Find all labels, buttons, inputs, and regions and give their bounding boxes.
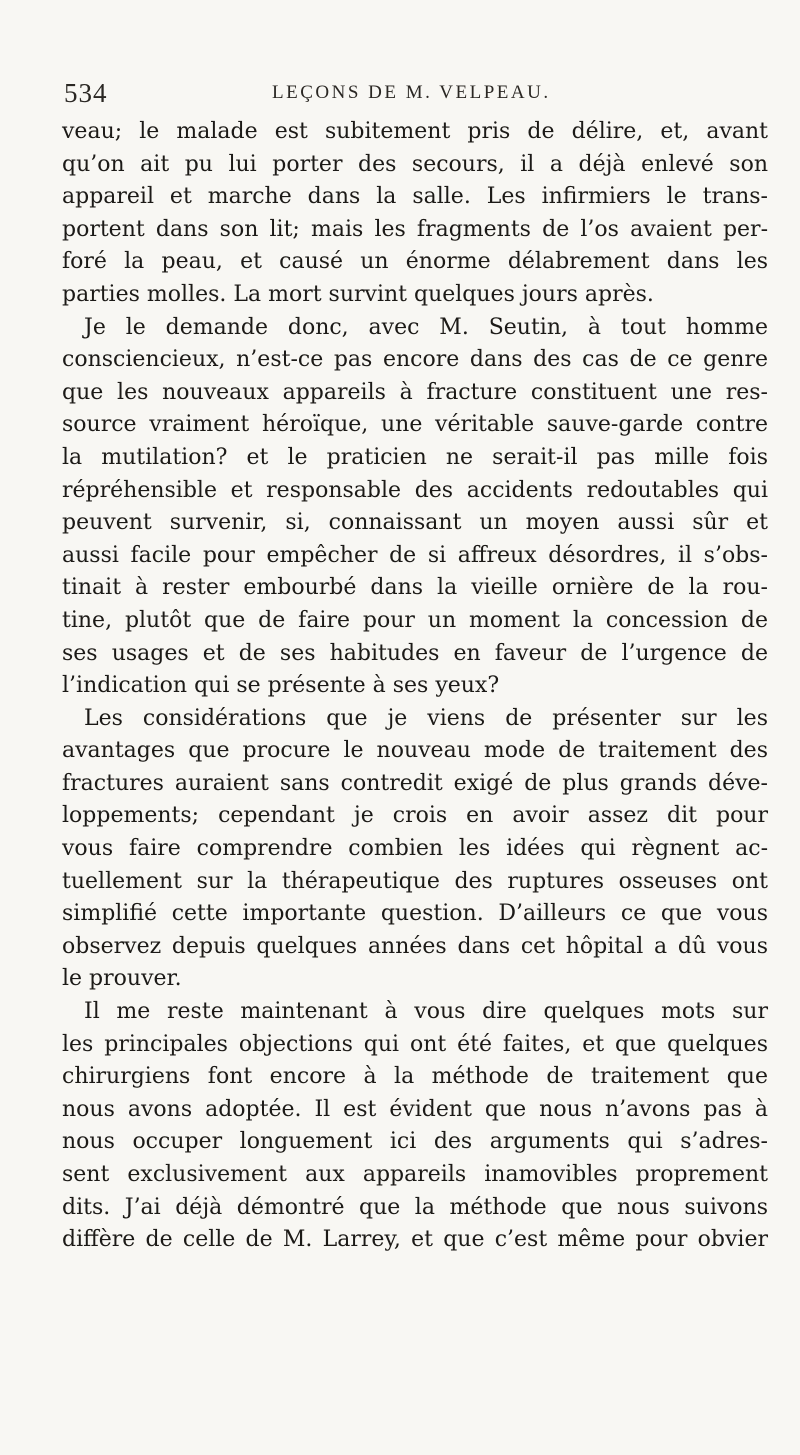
text-line: consciencieux, n’est-ce pas encore dans des cas de ce genre [62, 347, 768, 373]
text-line: Les considérations que je viens de présenter sur les [84, 705, 768, 731]
text-line: Je le demande donc, avec M. Seutin, à tout homme [84, 314, 768, 340]
text-line: que les nouveaux appareils à fracture constituent une res- [62, 379, 768, 405]
text-line: qu’on ait pu lui porter des secours, il a déjà enlevé son [62, 151, 768, 177]
text-line: nous occuper longuement ici des arguments qui s’adres- [62, 1129, 768, 1155]
text-line: le prouver. [62, 966, 182, 992]
text-line: Il me reste maintenant à vous dire quelques mots sur [84, 999, 768, 1025]
page-number: 534 [64, 78, 108, 108]
text-line: observez depuis quelques années dans cet hôpital a dû vous [62, 933, 768, 959]
text-line: source vraiment héroïque, une véritable sauve-garde contre [62, 412, 768, 438]
text-line: aussi facile pour empêcher de si affreux désordres, il s’obs- [62, 542, 768, 568]
text-line: tine, plutôt que de faire pour un moment la concession de [62, 607, 768, 633]
text-line: dits. J’ai déjà démontré que la méthode que nous suivons [62, 1194, 768, 1220]
text-line: loppements; cependant je crois en avoir assez dit pour [62, 803, 768, 829]
text-line: sent exclusivement aux appareils inamovibles proprement [62, 1162, 768, 1187]
text-line: tuellement sur la thérapeutique des ruptures osseuses ont [62, 868, 768, 894]
text-line: nous avons adoptée. Il est évident que nous n’avons pas à [62, 1096, 768, 1122]
body-text [62, 116, 768, 1257]
text-line: tinait à rester embourbé dans la vieille ornière de la rou- [62, 575, 768, 601]
text-line: parties molles. La mort survint quelques jours après. [62, 281, 654, 307]
running-head [64, 78, 764, 108]
text-line: chirurgiens font encore à la méthode de traitement que [62, 1064, 768, 1090]
text-line: veau; le malade est subitement pris de délire, et, avant [62, 119, 768, 144]
text-line: les principales objections qui ont été faites, et que quelques [62, 1031, 768, 1057]
text-line: portent dans son lit; mais les fragments de l’os avaient per- [62, 216, 768, 242]
text-line: la mutilation? et le praticien ne serait-il pas mille fois [62, 444, 768, 470]
text-line: ses usages et de ses habitudes en faveur de l’urgence de [62, 640, 768, 666]
text-line: simplifié cette importante question. D’ailleurs ce que vous [62, 901, 768, 927]
running-title: LEÇONS DE M. VELPEAU. [272, 82, 551, 103]
text-line: foré la peau, et causé un énorme délabrement dans les [62, 249, 768, 275]
text-line: répréhensible et responsable des accidents redoutables qui [62, 477, 768, 503]
text-line: avantages que procure le nouveau mode de traitement des [62, 738, 768, 764]
text-line: fractures auraient sans contredit exigé de plus grands déve- [62, 770, 768, 796]
text-line: peuvent survenir, si, connaissant un moyen aussi sûr et [62, 510, 768, 536]
text-line: appareil et marche dans la salle. Les infirmiers le trans- [62, 184, 768, 210]
text-line: diffère de celle de M. Larrey, et que c’est même pour obvier [62, 1227, 768, 1253]
text-line: vous faire comprendre combien les idées qui règnent ac- [62, 836, 768, 862]
text-line: l’indication qui se présente à ses yeux? [62, 673, 500, 699]
